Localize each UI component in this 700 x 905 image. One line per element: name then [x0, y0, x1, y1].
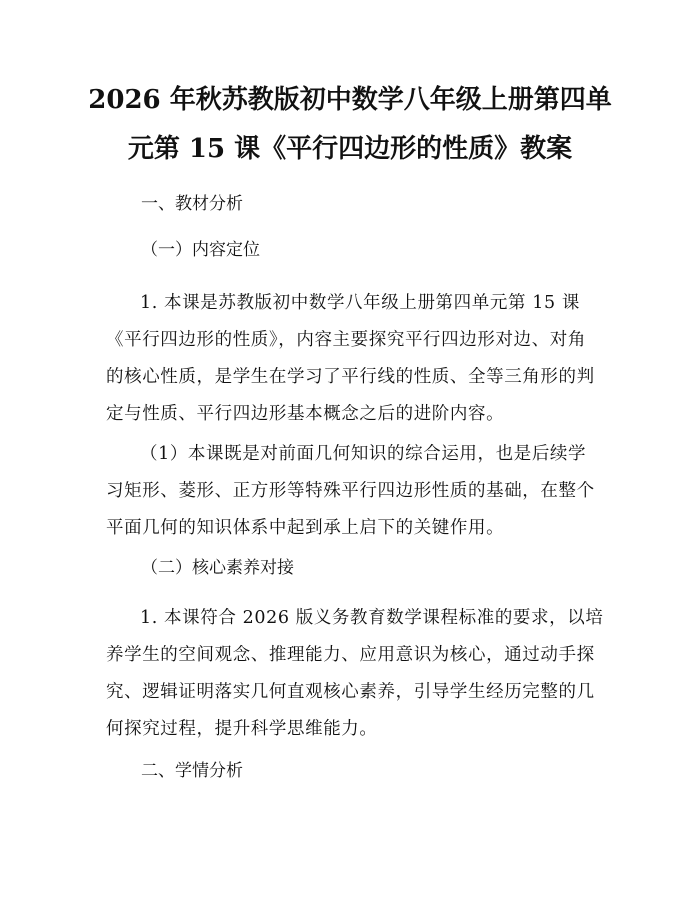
paragraph-1: [106, 285, 606, 433]
paragraph-line: 的核心性质，是学生在学习了平行线的性质、全等三角形的判: [106, 367, 595, 387]
paragraph-line: 究、逻辑证明落实几何直观核心素养，引导学生经历完整的几: [106, 682, 595, 702]
paragraph-line: 习矩形、菱形、正方形等特殊平行四边形性质的基础，在整个: [106, 481, 595, 501]
subsection-heading-core-literacy: （二）核心素养对接: [141, 558, 294, 578]
paragraph-2: [106, 436, 606, 547]
paragraph-line: 平面几何的知识体系中起到承上启下的关键作用。: [106, 518, 505, 538]
document-title-line-2: 元第 15 课《平行四边形的性质》教案: [127, 134, 573, 164]
section-heading-textbook-analysis: 一、教材分析: [141, 194, 243, 214]
paragraph-line: 1. 本课符合 2026 版义务教育数学课程标准的要求，以培: [140, 608, 604, 628]
document-title-line-1: 2026 年秋苏教版初中数学八年级上册第四单: [88, 85, 612, 115]
paragraph-3: [106, 600, 606, 748]
paragraph-line: 《平行四边形的性质》，内容主要探究平行四边形对边、对角: [106, 330, 586, 350]
paragraph-line: （1）本课既是对前面几何知识的综合运用，也是后续学: [140, 444, 587, 464]
section-heading-student-analysis: 二、学情分析: [141, 761, 243, 781]
paragraph-line: 何探究过程，提升科学思维能力。: [106, 719, 378, 739]
paragraph-line: 养学生的空间观念、推理能力、应用意识为核心，通过动手探: [106, 645, 595, 665]
paragraph-line: 1. 本课是苏教版初中数学八年级上册第四单元第 15 课: [140, 293, 580, 313]
subsection-heading-content-positioning: （一）内容定位: [141, 240, 260, 260]
paragraph-line: 定与性质、平行四边形基本概念之后的进阶内容。: [106, 404, 505, 424]
